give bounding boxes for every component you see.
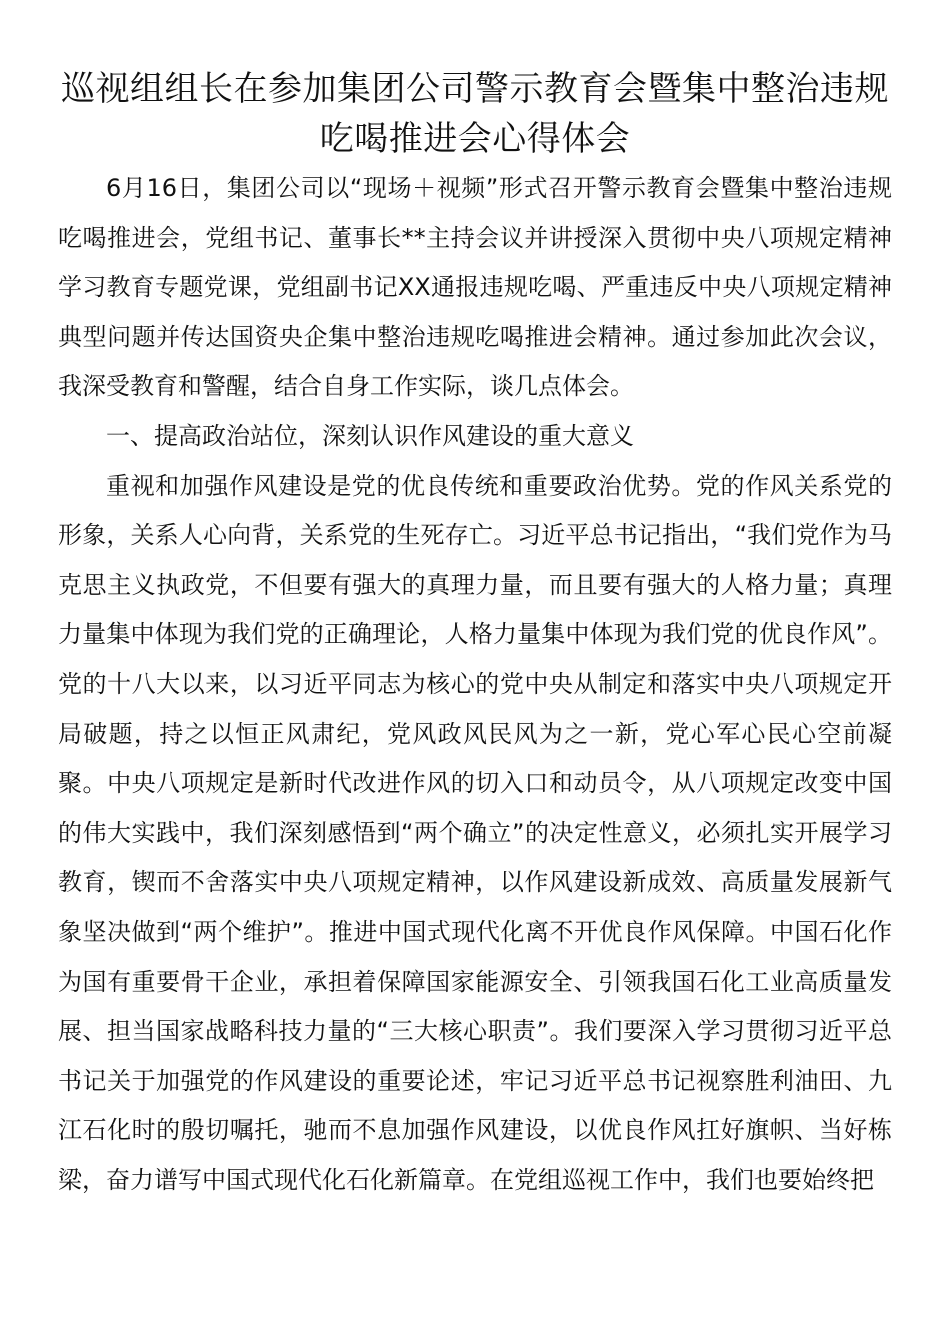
document-title: 巡视组组长在参加集团公司警示教育会暨集中整治违规吃喝推进会心得体会 xyxy=(61,69,889,159)
section-heading-1: 一、提高政治站位，深刻认识作风建设的重大意义 xyxy=(106,421,634,450)
intro-paragraph: 6月16日，集团公司以“现场＋视频”形式召开警示教育会暨集中整治违规吃喝推进会，党组书记、董事长**主持会议并讲授深入贯彻中央八项规定精神学习教育专题党课，党组副书记XX通报违规吃喝、严重违反中央八项规定精神典型问题并传达国资央企集中整治违规吃喝推进会精神。通过参加此次会议，我深受教育和警醒，结合自身工作实际，谈几点体会。 xyxy=(58,174,892,401)
section-1-paragraph: 重视和加强作风建设是党的优良传统和重要政治优势。党的作风关系党的形象，关系人心向背，关系党的生死存亡。习近平总书记指出，“我们党作为马克思主义执政党，不但要有强大的真理力量，而且要有强大的人格力量；真理力量集中体现为我们党的正确理论，人格力量集中体现为我们党的优良作风”。党的十八大以来，以习近平同志为核心的党中央从制定和落实中央八项规定开局破题，持之以恒正风肃纪，党风政风民风为之一新，党心军心民心空前凝聚。中央八项规定是新时代改进作风的切入口和动员令，从八项规定改变中国的伟大实践中，我们深刻感悟到“两个确立”的决定性意义，必须扎实开展学习教育，锲而不舍落实中央八项规定精神，以作风建设新成效、高质量发展新气象坚决做到“两个维护”。推进中国式现代化离不开优良作风保障。中国石化作为国有重要骨干企业，承担着保障国家能源安全、引领我国石化工业高质量发展、担当国家战略科技力量的“三大核心职责”。我们要深入学习贯彻习近平总书记关于加强党的作风建设的重要论述，牢记习近平总书记视察胜利油田、九江石化时的殷切嘱托，驰而不息加强作风建设，以优良作风扛好旗帜、当好栋梁，奋力谱写中国式现代化石化新篇章。在党组巡视工作中，我们也要始终把 xyxy=(58,471,892,1194)
